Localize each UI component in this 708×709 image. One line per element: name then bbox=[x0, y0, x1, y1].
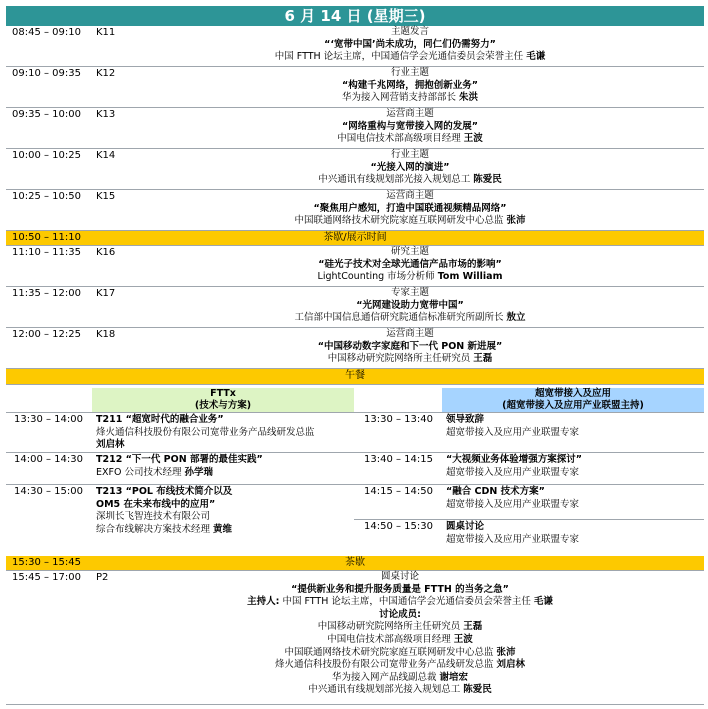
ub-session-title: “融合 CDN 技术方案” bbox=[446, 486, 545, 497]
ub-session-title: 领导致辞 bbox=[446, 414, 485, 425]
panel-member: 中兴通讯有线规划部光接入规划总工 陈爱民 bbox=[308, 684, 492, 696]
panel-title: “提供新业务和提升服务质量是 FTTH 的当务之急” bbox=[291, 583, 509, 595]
session-type: 运营商主题 bbox=[386, 108, 434, 119]
ub-session-time: 13:40 – 14:15 bbox=[364, 454, 433, 465]
break-time: 10:50 – 11:10 bbox=[12, 232, 81, 243]
session-time: 09:10 – 09:35 bbox=[12, 68, 81, 79]
session-code: K13 bbox=[96, 109, 116, 120]
session-title: “光接入网的演进” bbox=[370, 161, 450, 173]
ub-session-title: “大视频业务体验增强方案探讨” bbox=[446, 454, 582, 465]
session-row bbox=[6, 328, 704, 369]
ub-session-title: 圆桌讨论 bbox=[446, 521, 485, 532]
panel-type: 圆桌讨论 bbox=[380, 571, 419, 582]
session-code: K14 bbox=[96, 150, 116, 161]
panel-member: 中国移动研究院网络所主任研究员 王磊 bbox=[317, 621, 483, 633]
session-type: 专家主题 bbox=[390, 287, 429, 298]
panel-member: 中国联通网络技术研究院家庭互联网研发中心总监 张沛 bbox=[284, 646, 516, 658]
session-type: 运营商主题 bbox=[386, 190, 434, 201]
session-title: “网络重构与宽带接入网的发展” bbox=[342, 120, 478, 132]
panel-member: 中国电信技术部高级项目经理 王波 bbox=[327, 633, 473, 645]
break-row bbox=[6, 556, 704, 571]
panel-host: 主持人: 中国 FTTH 论坛主席，中国通信学会光通信委员会荣誉主任 毛谦 bbox=[247, 596, 553, 608]
session-row bbox=[6, 287, 704, 328]
session-title: “构建千兆网络，拥抱创新业务” bbox=[342, 79, 478, 91]
session-code: K18 bbox=[96, 329, 116, 340]
day-title: 6 月 14 日 (星期三) bbox=[6, 6, 704, 26]
session-type: 行业主题 bbox=[390, 67, 429, 78]
session-time: 11:10 – 11:35 bbox=[12, 247, 81, 258]
session-time: 09:35 – 10:00 bbox=[12, 109, 81, 120]
ub-session-row bbox=[354, 453, 704, 485]
session-speaker: 中兴通讯有线规划部光接入规划总工 陈爱民 bbox=[318, 174, 502, 185]
session-time: 10:00 – 10:25 bbox=[12, 150, 81, 161]
session-type: 主题发言 bbox=[390, 26, 429, 37]
session-type: 运营商主题 bbox=[386, 328, 434, 339]
fttx-session-time: 13:30 – 14:00 bbox=[14, 414, 83, 425]
fttx-session-row bbox=[6, 485, 354, 555]
session-title: “硅光子技术对全球光通信产品市场的影响” bbox=[318, 258, 502, 270]
session-time: 11:35 – 12:00 bbox=[12, 288, 81, 299]
session-title: “聚焦用户感知，打造中国联通视频精品网络” bbox=[313, 202, 507, 214]
fttx-session-title: T213 “POL 布线技术简介以及 bbox=[96, 486, 233, 497]
session-row bbox=[6, 108, 704, 149]
session-title: “中国移动数字家庭和下一代 PON 新进展” bbox=[317, 340, 503, 352]
session-row bbox=[6, 246, 704, 287]
ub-session-row bbox=[354, 520, 704, 555]
session-speaker: LightCounting 市场分析师 Tom William bbox=[317, 271, 503, 282]
session-time: 10:25 – 10:50 bbox=[12, 191, 81, 202]
fttx-session-row bbox=[6, 413, 354, 453]
session-speaker: 中国联通网络技术研究院家庭互联网研发中心总监 张沛 bbox=[294, 215, 526, 226]
break-row bbox=[6, 231, 704, 246]
panel-member: 烽火通信科技股份有限公司宽带业务产品线研发总监 刘启林 bbox=[274, 659, 526, 671]
ub-session-row bbox=[354, 413, 704, 453]
panel-member: 华为接入网产品线副总裁 谢培宏 bbox=[331, 671, 469, 683]
ub-session-org: 超宽带接入及应用产业联盟专家 bbox=[446, 498, 580, 510]
fttx-session-title: T211 “超宽时代的融合业务” bbox=[96, 414, 224, 425]
session-speaker: 中国电信技术部高级项目经理 王波 bbox=[337, 133, 483, 144]
session-speaker: 中国移动研究院网络所主任研究员 王磊 bbox=[327, 353, 493, 364]
track-header-fttx: FTTx (技术与方案) bbox=[92, 388, 354, 412]
track-header-ultra-broadband: 超宽带接入及应用 (超宽带接入及应用产业联盟主持) bbox=[442, 388, 704, 412]
ub-session-time: 14:15 – 14:50 bbox=[364, 486, 433, 497]
ub-session-time: 13:30 – 13:40 bbox=[364, 414, 433, 425]
break-time: 15:30 – 15:45 bbox=[12, 557, 81, 568]
session-row bbox=[6, 190, 704, 231]
ub-session-org: 超宽带接入及应用产业联盟专家 bbox=[446, 466, 580, 478]
session-type: 行业主题 bbox=[390, 149, 429, 160]
fttx-session-speaker: 刘启林 bbox=[96, 439, 125, 450]
session-time: 08:45 – 09:10 bbox=[12, 27, 81, 38]
session-row bbox=[6, 149, 704, 190]
session-time: 12:00 – 12:25 bbox=[12, 329, 81, 340]
fttx-session-title-cont: OM5 在未来布线中的应用” bbox=[96, 498, 216, 510]
session-code: K12 bbox=[96, 68, 116, 79]
lunch-label: 午餐 bbox=[345, 370, 365, 381]
ub-session-row bbox=[354, 485, 704, 520]
session-speaker: 中国 FTTH 论坛主席，中国通信学会光通信委员会荣誉主任 毛谦 bbox=[274, 51, 546, 62]
panel-code: P2 bbox=[96, 572, 109, 583]
session-row bbox=[6, 67, 704, 108]
panel-members-label: 讨论成员: bbox=[379, 608, 421, 620]
lunch-row bbox=[6, 369, 704, 385]
session-speaker: 华为接入网营销支持部部长 朱洪 bbox=[341, 92, 479, 103]
ub-session-org: 超宽带接入及应用产业联盟专家 bbox=[446, 533, 580, 545]
session-speaker: 工信部中国信息通信研究院通信标准研究所副所长 敖立 bbox=[294, 312, 526, 323]
fttx-session-speaker: 综合布线解决方案技术经理 黄维 bbox=[96, 523, 233, 535]
fttx-session-org: 深圳长飞智连技术有限公司 bbox=[96, 511, 211, 522]
session-title: “光网建设助力宽带中国” bbox=[356, 299, 464, 311]
session-code: K16 bbox=[96, 247, 116, 258]
session-title: “‘宽带中国’尚未成功，同仁们仍需努力” bbox=[324, 38, 496, 50]
session-code: K11 bbox=[96, 27, 116, 38]
fttx-session-title: T212 “下一代 PON 部署的最佳实践” bbox=[96, 454, 263, 465]
fttx-session-speaker: EXFO 公司技术经理 孙学瑞 bbox=[96, 466, 214, 478]
session-type: 研究主题 bbox=[390, 246, 429, 257]
session-row bbox=[6, 26, 704, 67]
fttx-session-time: 14:30 – 15:00 bbox=[14, 486, 83, 497]
break-label: 茶歇/展示时间 bbox=[323, 232, 387, 243]
session-code: K15 bbox=[96, 191, 116, 202]
session-code: K17 bbox=[96, 288, 116, 299]
fttx-session-time: 14:00 – 14:30 bbox=[14, 454, 83, 465]
panel-time: 15:45 – 17:00 bbox=[12, 572, 81, 583]
fttx-session-row bbox=[6, 453, 354, 485]
panel-row bbox=[6, 571, 704, 705]
break-label: 茶歇 bbox=[345, 557, 365, 568]
fttx-session-org: 烽火通信科技股份有限公司宽带业务产品线研发总监 bbox=[96, 426, 315, 438]
ub-session-time: 14:50 – 15:30 bbox=[364, 521, 433, 532]
ub-session-org: 超宽带接入及应用产业联盟专家 bbox=[446, 426, 580, 438]
